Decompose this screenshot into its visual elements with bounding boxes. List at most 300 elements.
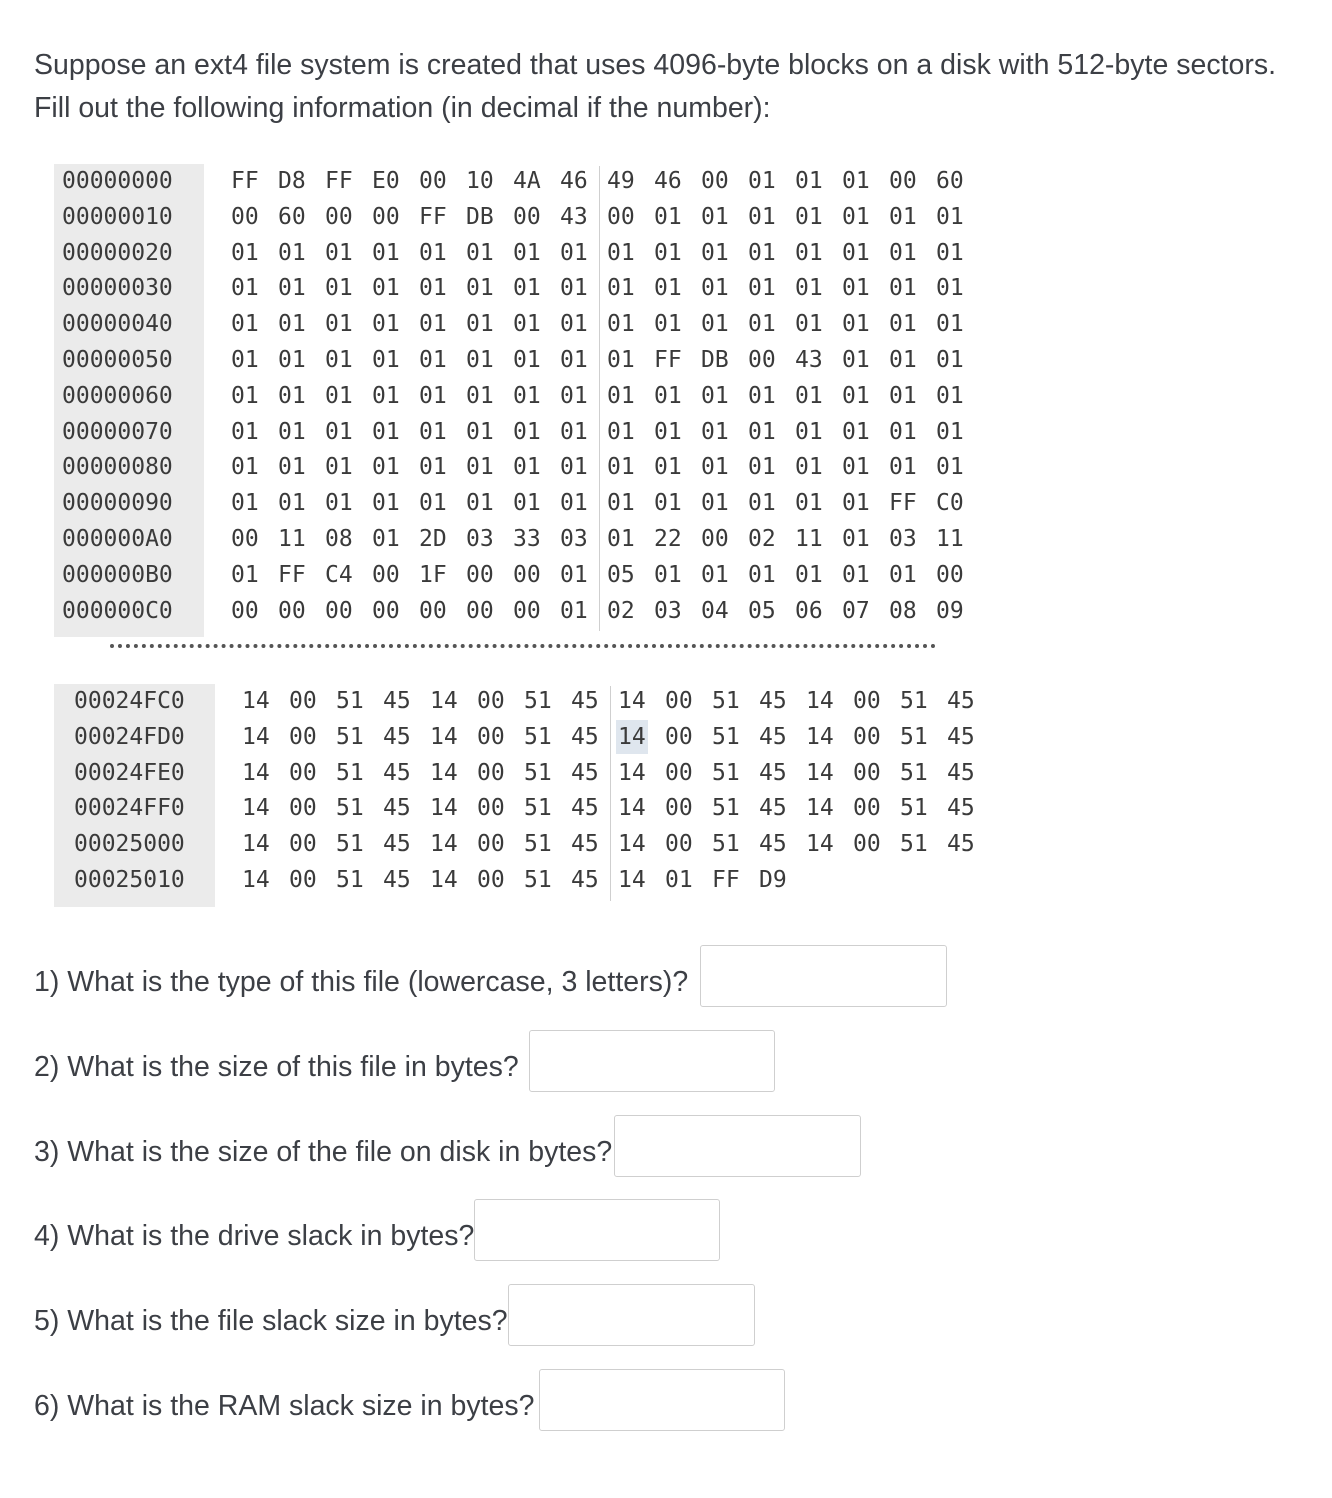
hex-byte: 01 — [701, 203, 729, 230]
hex-byte: 01 — [607, 347, 635, 373]
hex-byte: D8 — [278, 168, 306, 194]
hex-byte: 51 — [900, 688, 928, 714]
hex-byte: 01 — [654, 239, 682, 266]
hex-byte: 01 — [748, 382, 776, 409]
hex-byte: 00 — [419, 597, 447, 624]
question-4: 4) What is the drive slack in bytes? — [34, 1220, 475, 1252]
hex-byte: 01 — [607, 418, 635, 445]
hex-offset: 00025000 — [74, 831, 185, 858]
hex-byte: 01 — [889, 454, 917, 481]
hex-byte: 00 — [477, 688, 505, 714]
hex-byte: 01 — [842, 239, 870, 266]
hex-byte: 45 — [759, 795, 787, 822]
hex-byte: 01 — [701, 311, 729, 338]
hex-byte: 14 — [806, 723, 834, 750]
hex-byte: 01 — [372, 490, 400, 517]
hex-byte: 01 — [701, 418, 729, 445]
hex-byte: 01 — [748, 168, 776, 194]
hex-byte: 01 — [513, 347, 541, 373]
hex-byte: 01 — [231, 347, 259, 373]
hex-byte: 01 — [654, 418, 682, 445]
hex-byte: 01 — [231, 275, 259, 302]
hex-byte: 01 — [795, 382, 823, 409]
hex-byte: 06 — [795, 597, 823, 624]
hex-byte: 01 — [748, 239, 776, 266]
hex-byte: 49 — [607, 168, 635, 194]
hex-byte: 01 — [372, 311, 400, 338]
hex-byte: 14 — [806, 688, 834, 714]
hex-byte: 01 — [795, 561, 823, 588]
hex-byte: 51 — [336, 723, 364, 750]
hex-byte: 01 — [701, 239, 729, 266]
hex-byte: 51 — [712, 831, 740, 858]
hex-byte: 14 — [242, 795, 270, 822]
hex-byte: 01 — [795, 490, 823, 517]
hex-byte: 01 — [513, 275, 541, 302]
hex-byte: 08 — [889, 597, 917, 624]
hex-byte: 01 — [842, 418, 870, 445]
hex-byte: 00 — [665, 759, 693, 786]
hex-byte: 01 — [936, 311, 964, 338]
hex-byte: 51 — [336, 831, 364, 858]
hex-byte: 45 — [571, 759, 599, 786]
hex-byte: 03 — [654, 597, 682, 624]
hex-byte: 14 — [242, 688, 270, 714]
hex-byte: 14 — [430, 867, 458, 893]
hex-byte: 14 — [806, 795, 834, 822]
hex-byte: 01 — [560, 418, 588, 445]
hex-byte: FF — [278, 561, 306, 588]
hex-byte: 01 — [842, 490, 870, 517]
hex-byte: 00 — [231, 203, 259, 230]
hex-byte: 4A — [513, 168, 541, 194]
hex-byte: 01 — [607, 526, 635, 552]
hex-byte: 00 — [231, 526, 259, 552]
hex-offset: 000000A0 — [62, 526, 173, 552]
hex-byte: 00 — [477, 759, 505, 786]
hex-byte: 01 — [654, 275, 682, 302]
hex-byte: 01 — [748, 418, 776, 445]
hex-byte: 10 — [466, 168, 494, 194]
hex-byte: 01 — [466, 311, 494, 338]
hex-byte: 01 — [560, 597, 588, 624]
hex-byte: 01 — [278, 454, 306, 481]
hex-byte: 11 — [936, 526, 964, 552]
hex-byte: 01 — [419, 418, 447, 445]
hex-column-divider — [610, 686, 611, 901]
hexdump-bottom — [54, 684, 984, 908]
hex-byte: 51 — [712, 759, 740, 786]
hex-offset: 00000040 — [62, 311, 173, 338]
hex-byte: 03 — [560, 526, 588, 552]
hex-byte: 00 — [289, 831, 317, 858]
hex-offset: 00000000 — [62, 168, 173, 194]
hex-offset: 00024FD0 — [74, 723, 185, 750]
hex-byte: 07 — [842, 597, 870, 624]
hex-byte: 51 — [336, 688, 364, 714]
hex-byte: 01 — [795, 168, 823, 194]
hex-byte: 00 — [607, 203, 635, 230]
hex-byte: 01 — [419, 490, 447, 517]
hex-byte: 01 — [936, 275, 964, 302]
hex-byte: 01 — [278, 382, 306, 409]
hex-byte: 01 — [654, 561, 682, 588]
hex-byte: 51 — [900, 831, 928, 858]
hex-byte: FF — [889, 490, 917, 517]
hex-byte: 00 — [466, 561, 494, 588]
hex-byte: 45 — [947, 723, 975, 750]
hex-byte: 01 — [936, 454, 964, 481]
hex-byte: 01 — [560, 311, 588, 338]
hex-byte: 00 — [853, 831, 881, 858]
answer-input-1[interactable] — [700, 945, 947, 1007]
hex-byte: 45 — [383, 867, 411, 893]
question-2: 2) What is the size of this file in bytes? — [34, 1051, 519, 1083]
hex-byte: 01 — [701, 561, 729, 588]
hex-byte: 01 — [466, 347, 494, 373]
hex-byte: 51 — [712, 688, 740, 714]
hex-offset: 00024FC0 — [74, 688, 185, 714]
hex-byte: 00 — [853, 688, 881, 714]
hex-byte: 60 — [936, 168, 964, 194]
hex-byte: 00 — [853, 795, 881, 822]
hex-byte: 14 — [242, 831, 270, 858]
answer-input-4[interactable] — [474, 1199, 720, 1261]
hex-byte: 14 — [430, 831, 458, 858]
question-6: 6) What is the RAM slack size in bytes? — [34, 1390, 535, 1422]
hex-byte: 01 — [842, 203, 870, 230]
hex-byte: 01 — [748, 490, 776, 517]
hex-byte: 45 — [759, 831, 787, 858]
hex-byte: 01 — [842, 275, 870, 302]
answer-input-2[interactable] — [529, 1030, 775, 1092]
hex-offset: 00000070 — [62, 418, 173, 445]
hex-byte: 14 — [430, 688, 458, 714]
hex-byte: 00 — [231, 597, 259, 624]
hex-byte: 01 — [795, 418, 823, 445]
hex-byte: 00 — [289, 795, 317, 822]
hex-byte: 51 — [336, 795, 364, 822]
hex-byte: 01 — [842, 382, 870, 409]
hex-byte: 00 — [936, 561, 964, 588]
hex-byte: 01 — [889, 382, 917, 409]
hex-byte: 01 — [560, 490, 588, 517]
hex-byte: 14 — [430, 759, 458, 786]
hex-byte: 01 — [231, 418, 259, 445]
hex-byte: 00 — [853, 759, 881, 786]
hex-byte: 01 — [654, 203, 682, 230]
hex-byte: 01 — [607, 454, 635, 481]
hex-byte: 01 — [889, 275, 917, 302]
hex-byte: 01 — [795, 311, 823, 338]
hex-byte: 01 — [513, 382, 541, 409]
hex-byte: FF — [712, 867, 740, 893]
hex-byte: 01 — [701, 490, 729, 517]
hex-byte: 01 — [889, 203, 917, 230]
hex-byte: D9 — [759, 867, 787, 893]
hex-byte: 03 — [889, 526, 917, 552]
hex-byte: 00 — [278, 597, 306, 624]
hex-byte: 01 — [654, 382, 682, 409]
hex-byte: 01 — [278, 490, 306, 517]
hex-byte: 11 — [278, 526, 306, 552]
hex-byte: 14 — [616, 720, 648, 754]
hex-byte: 22 — [654, 526, 682, 552]
hex-byte: 45 — [947, 831, 975, 858]
hex-byte: 01 — [889, 418, 917, 445]
hex-byte: 45 — [383, 688, 411, 714]
hex-byte: 01 — [889, 239, 917, 266]
hex-byte: 01 — [231, 490, 259, 517]
hex-byte: 01 — [842, 561, 870, 588]
hex-byte: 60 — [278, 203, 306, 230]
hex-byte: 01 — [372, 526, 400, 552]
hex-offset: 00025010 — [74, 867, 185, 893]
hex-byte: 01 — [419, 347, 447, 373]
hex-offset: 000000B0 — [62, 561, 173, 588]
answer-input-5[interactable] — [508, 1284, 755, 1346]
hex-byte: 01 — [748, 203, 776, 230]
intro-line-1: Suppose an ext4 file system is created that uses 4096-byte blocks on a disk with 512-byte sectors. — [34, 49, 1276, 81]
hex-byte: 14 — [242, 867, 270, 893]
hex-byte: 01 — [466, 275, 494, 302]
hex-byte: 01 — [372, 239, 400, 266]
hex-byte: 01 — [842, 311, 870, 338]
hex-byte: 01 — [842, 454, 870, 481]
hex-byte: C0 — [936, 490, 964, 517]
hex-byte: 45 — [759, 759, 787, 786]
hex-byte: DB — [466, 203, 494, 230]
hex-byte: 51 — [712, 795, 740, 822]
hex-byte: 01 — [654, 311, 682, 338]
hex-byte: 14 — [430, 723, 458, 750]
hex-offset: 00000090 — [62, 490, 173, 517]
hex-byte: 51 — [524, 723, 552, 750]
hex-byte: 45 — [759, 723, 787, 750]
hex-byte: 01 — [278, 311, 306, 338]
hex-byte: 00 — [665, 723, 693, 750]
hex-byte: 00 — [466, 597, 494, 624]
hex-byte: 01 — [372, 275, 400, 302]
hex-byte: 01 — [325, 454, 353, 481]
hex-byte: 01 — [936, 239, 964, 266]
hex-offset: 00000030 — [62, 275, 173, 302]
hex-byte: 01 — [278, 347, 306, 373]
hex-byte: 01 — [513, 311, 541, 338]
hex-byte: 01 — [607, 382, 635, 409]
hex-byte: 51 — [900, 759, 928, 786]
hex-byte: 01 — [748, 311, 776, 338]
hex-byte: 01 — [795, 239, 823, 266]
hex-byte: 14 — [242, 759, 270, 786]
hex-offset: 000000C0 — [62, 597, 173, 624]
hex-byte: 01 — [936, 418, 964, 445]
hex-offset: 00024FE0 — [74, 759, 185, 786]
hex-byte: 51 — [712, 723, 740, 750]
hex-byte: 01 — [607, 239, 635, 266]
hex-offset: 00000050 — [62, 347, 173, 373]
hex-byte: 01 — [560, 561, 588, 588]
hex-byte: 01 — [560, 454, 588, 481]
hexdump-top — [54, 164, 984, 624]
hex-byte: 01 — [419, 275, 447, 302]
hex-byte: 01 — [325, 490, 353, 517]
hex-byte: 01 — [513, 490, 541, 517]
hex-byte: 01 — [419, 239, 447, 266]
hex-byte: 01 — [231, 311, 259, 338]
hex-byte: 14 — [618, 688, 646, 714]
hex-offset: 00024FF0 — [74, 795, 185, 822]
hex-byte: 45 — [759, 688, 787, 714]
hex-byte: 04 — [701, 597, 729, 624]
hex-byte: 45 — [571, 867, 599, 893]
ellipsis-separator — [110, 644, 936, 648]
hex-byte: 01 — [842, 168, 870, 194]
hex-byte: 01 — [325, 311, 353, 338]
hex-byte: 00 — [665, 688, 693, 714]
hex-byte: E0 — [372, 168, 400, 194]
hex-byte: 00 — [665, 831, 693, 858]
hex-byte: 01 — [889, 347, 917, 373]
hex-byte: 33 — [513, 526, 541, 552]
hex-byte: 01 — [325, 275, 353, 302]
hex-byte: 01 — [278, 239, 306, 266]
hex-column-divider — [599, 166, 600, 631]
hex-byte: 51 — [336, 867, 364, 893]
hex-byte: 45 — [571, 795, 599, 822]
hex-byte: 1F — [419, 561, 447, 588]
hex-byte: 00 — [701, 168, 729, 194]
hex-byte: 01 — [795, 203, 823, 230]
hex-byte: 01 — [513, 454, 541, 481]
hex-byte: 01 — [748, 454, 776, 481]
hex-byte: 14 — [806, 759, 834, 786]
hex-byte: 14 — [618, 759, 646, 786]
hex-byte: 01 — [419, 454, 447, 481]
hex-offset: 00000060 — [62, 382, 173, 409]
hex-byte: 01 — [560, 239, 588, 266]
hex-byte: 01 — [842, 526, 870, 552]
hex-byte: 00 — [513, 561, 541, 588]
hex-byte: 00 — [477, 867, 505, 893]
hex-byte: 14 — [618, 831, 646, 858]
hex-byte: 08 — [325, 526, 353, 552]
hex-byte: 00 — [477, 795, 505, 822]
hex-byte: C4 — [325, 561, 353, 588]
hex-byte: DB — [701, 347, 729, 373]
hex-byte: 01 — [560, 382, 588, 409]
hex-byte: 01 — [607, 490, 635, 517]
hex-byte: 00 — [325, 203, 353, 230]
hex-byte: FF — [419, 203, 447, 230]
hex-byte: 45 — [947, 688, 975, 714]
hex-byte: 46 — [560, 168, 588, 194]
hex-byte: 51 — [900, 795, 928, 822]
hex-byte: 14 — [806, 831, 834, 858]
hex-byte: 01 — [372, 382, 400, 409]
hex-byte: 00 — [701, 526, 729, 552]
question-3: 3) What is the size of the file on disk in bytes? — [34, 1136, 613, 1168]
hex-byte: 46 — [654, 168, 682, 194]
hex-byte: 45 — [383, 723, 411, 750]
hex-byte: 51 — [524, 759, 552, 786]
hex-byte: 00 — [289, 688, 317, 714]
hex-byte: 01 — [419, 311, 447, 338]
hex-byte: 43 — [560, 203, 588, 230]
hex-byte: 01 — [936, 203, 964, 230]
hex-byte: 00 — [513, 203, 541, 230]
hex-byte: 14 — [242, 723, 270, 750]
hex-byte: 45 — [383, 759, 411, 786]
hex-byte: 00 — [513, 597, 541, 624]
hex-byte: 01 — [278, 418, 306, 445]
hex-byte: 01 — [231, 454, 259, 481]
hex-byte: 00 — [372, 597, 400, 624]
hex-byte: 51 — [900, 723, 928, 750]
hex-byte: 01 — [372, 347, 400, 373]
hex-byte: 45 — [947, 759, 975, 786]
hex-byte: 00 — [372, 203, 400, 230]
hex-byte: 01 — [654, 454, 682, 481]
hex-byte: FF — [231, 168, 259, 194]
hex-byte: 01 — [372, 454, 400, 481]
hex-byte: 51 — [524, 688, 552, 714]
hex-byte: 02 — [607, 597, 635, 624]
hex-byte: 01 — [466, 239, 494, 266]
hex-byte: 01 — [372, 418, 400, 445]
hex-byte: 51 — [524, 867, 552, 893]
hex-byte: 00 — [289, 867, 317, 893]
hex-offset: 00000080 — [62, 454, 173, 481]
hex-byte: 01 — [419, 382, 447, 409]
hex-byte: 00 — [665, 795, 693, 822]
hex-byte: 43 — [795, 347, 823, 373]
hex-byte: 11 — [795, 526, 823, 552]
hex-offset: 00000010 — [62, 203, 173, 230]
hex-byte: 01 — [513, 418, 541, 445]
hex-byte: 45 — [383, 831, 411, 858]
hex-byte: 01 — [701, 275, 729, 302]
hex-offset: 00000020 — [62, 239, 173, 266]
answer-input-3[interactable] — [614, 1115, 861, 1177]
hex-byte: 01 — [466, 490, 494, 517]
hex-byte: 51 — [336, 759, 364, 786]
hex-byte: 05 — [607, 561, 635, 588]
hex-byte: 00 — [289, 759, 317, 786]
hex-byte: 00 — [477, 723, 505, 750]
hex-byte: 03 — [466, 526, 494, 552]
hex-byte: 05 — [748, 597, 776, 624]
hex-byte: 01 — [748, 275, 776, 302]
hex-byte: 01 — [278, 275, 306, 302]
hex-byte: 14 — [430, 795, 458, 822]
hex-byte: 00 — [419, 168, 447, 194]
hex-byte: 00 — [372, 561, 400, 588]
hex-byte: 01 — [231, 561, 259, 588]
hex-byte: 01 — [325, 382, 353, 409]
hex-byte: FF — [325, 168, 353, 194]
answer-input-6[interactable] — [539, 1369, 785, 1431]
hex-byte: 00 — [477, 831, 505, 858]
hex-byte: 01 — [231, 382, 259, 409]
hex-byte: 01 — [607, 311, 635, 338]
hex-byte: 09 — [936, 597, 964, 624]
hex-byte: 51 — [524, 831, 552, 858]
hex-byte: 01 — [325, 418, 353, 445]
hex-byte: 00 — [289, 723, 317, 750]
hex-byte: 01 — [466, 418, 494, 445]
hex-byte: 01 — [842, 347, 870, 373]
